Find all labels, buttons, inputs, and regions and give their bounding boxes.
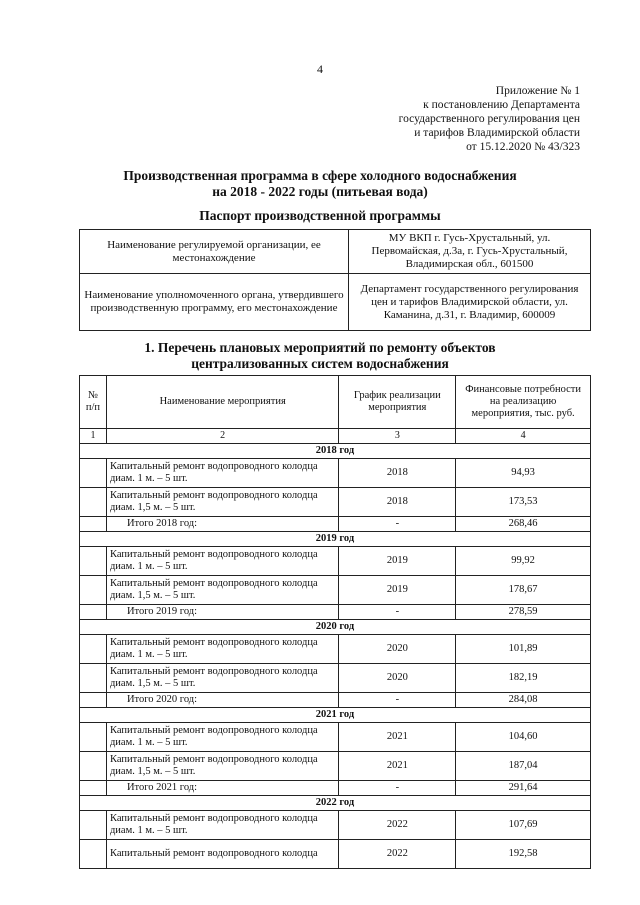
table-row	[80, 635, 591, 664]
event-cost: 182,19	[456, 664, 591, 693]
event-schedule: 2020	[339, 664, 456, 693]
event-name: Капитальный ремонт водопроводного колодца диам. 1 м. – 5 шт.	[106, 547, 338, 576]
event-cost: 104,60	[456, 723, 591, 752]
table-row	[80, 752, 591, 781]
year-row	[80, 796, 591, 811]
table-number-row	[80, 429, 591, 444]
appendix-line: от 15.12.2020 № 43/323	[466, 141, 580, 153]
total-label: Итого 2020 год:	[106, 693, 338, 708]
year-row	[80, 620, 591, 635]
title-line: Производственная программа в сфере холодного водоснабжения	[123, 168, 517, 183]
header-schedule: График реализации мероприятия	[339, 376, 456, 429]
event-cost: 101,89	[456, 635, 591, 664]
event-cost: 99,92	[456, 547, 591, 576]
appendix-line: государственного регулирования цен	[398, 113, 580, 125]
passport-row	[80, 230, 591, 274]
row-number	[80, 840, 107, 869]
title-line: на 2018 - 2022 годы (питьевая вода)	[212, 184, 428, 199]
year-label: 2019 год	[80, 532, 591, 547]
passport-row	[80, 274, 591, 331]
event-name: Капитальный ремонт водопроводного колодца диам. 1 м. – 5 шт.	[106, 811, 338, 840]
total-cost: 291,64	[456, 781, 591, 796]
year-label: 2020 год	[80, 620, 591, 635]
year-label: 2022 год	[80, 796, 591, 811]
year-row	[80, 708, 591, 723]
event-name: Капитальный ремонт водопроводного колодца диам. 1 м. – 5 шт.	[106, 459, 338, 488]
total-row	[80, 605, 591, 620]
year-label: 2018 год	[80, 444, 591, 459]
table-row	[80, 576, 591, 605]
row-number	[80, 576, 107, 605]
row-number	[80, 693, 107, 708]
event-schedule: 2021	[339, 752, 456, 781]
row-number	[80, 517, 107, 532]
total-schedule: -	[339, 693, 456, 708]
event-name: Капитальный ремонт водопроводного колодца диам. 1,5 м. – 5 шт.	[106, 752, 338, 781]
passport-title: Паспорт производственной программы	[199, 208, 441, 223]
row-number	[80, 664, 107, 693]
event-cost: 192,58	[456, 840, 591, 869]
row-number	[80, 811, 107, 840]
column-number: 4	[456, 429, 591, 444]
column-number: 3	[339, 429, 456, 444]
row-number	[80, 459, 107, 488]
event-name: Капитальный ремонт водопроводного колодца диам. 1 м. – 5 шт.	[106, 635, 338, 664]
passport-label: Наименование регулируемой организации, ее местонахождение	[80, 230, 349, 274]
event-name: Капитальный ремонт водопроводного колодца диам. 1,5 м. – 5 шт.	[106, 664, 338, 693]
year-row	[80, 532, 591, 547]
event-cost: 178,67	[456, 576, 591, 605]
column-number: 2	[106, 429, 338, 444]
event-cost: 107,69	[456, 811, 591, 840]
passport-label: Наименование уполномоченного органа, утвердившего производственную программу, его местонахождение	[80, 274, 349, 331]
appendix-line: Приложение № 1	[495, 85, 580, 97]
table-row	[80, 459, 591, 488]
event-schedule: 2018	[339, 459, 456, 488]
total-schedule: -	[339, 517, 456, 532]
total-schedule: -	[339, 781, 456, 796]
passport-table	[79, 229, 591, 331]
total-label: Итого 2021 год:	[106, 781, 338, 796]
table-row	[80, 488, 591, 517]
total-cost: 278,59	[456, 605, 591, 620]
event-cost: 173,53	[456, 488, 591, 517]
header-name: Наименование мероприятия	[106, 376, 338, 429]
appendix-line: к постановлению Департамента	[423, 99, 580, 111]
table-header-row	[80, 376, 591, 429]
event-name: Капитальный ремонт водопроводного колодца	[106, 840, 338, 869]
total-row	[80, 693, 591, 708]
header-cost: Финансовые потребности на реализацию мероприятия, тыс. руб.	[456, 376, 591, 429]
table-row	[80, 664, 591, 693]
event-cost: 187,04	[456, 752, 591, 781]
row-number	[80, 488, 107, 517]
section-title-line: 1. Перечень плановых мероприятий по ремонту объектов	[144, 340, 496, 355]
event-cost: 94,93	[456, 459, 591, 488]
section-title	[0, 340, 640, 372]
row-number	[80, 547, 107, 576]
page-number: 4	[317, 62, 323, 76]
row-number	[80, 723, 107, 752]
events-table	[79, 375, 591, 869]
event-name: Капитальный ремонт водопроводного колодца диам. 1,5 м. – 5 шт.	[106, 488, 338, 517]
year-row	[80, 444, 591, 459]
total-label: Итого 2019 год:	[106, 605, 338, 620]
passport-value: МУ ВКП г. Гусь-Хрустальный, ул. Первомайская, д.3а, г. Гусь-Хрустальный, Владимирская обл., 601500	[349, 230, 591, 274]
total-label: Итого 2018 год:	[106, 517, 338, 532]
document-title	[0, 168, 640, 200]
table-row	[80, 723, 591, 752]
total-schedule: -	[339, 605, 456, 620]
table-row	[80, 840, 591, 869]
event-name: Капитальный ремонт водопроводного колодца диам. 1,5 м. – 5 шт.	[106, 576, 338, 605]
year-label: 2021 год	[80, 708, 591, 723]
passport-value: Департамент государственного регулирования цен и тарифов Владимирской области, ул. Каманина, д.31, г. Владимир, 600009	[349, 274, 591, 331]
total-cost: 268,46	[456, 517, 591, 532]
total-cost: 284,08	[456, 693, 591, 708]
appendix-line: и тарифов Владимирской области	[414, 127, 580, 139]
event-schedule: 2019	[339, 576, 456, 605]
event-schedule: 2022	[339, 840, 456, 869]
total-row	[80, 517, 591, 532]
section-title-line: централизованных систем водоснабжения	[191, 356, 449, 371]
header-number: № п/п	[80, 376, 107, 429]
total-row	[80, 781, 591, 796]
event-schedule: 2019	[339, 547, 456, 576]
event-name: Капитальный ремонт водопроводного колодца диам. 1 м. – 5 шт.	[106, 723, 338, 752]
row-number	[80, 752, 107, 781]
event-schedule: 2021	[339, 723, 456, 752]
row-number	[80, 635, 107, 664]
event-schedule: 2020	[339, 635, 456, 664]
table-row	[80, 547, 591, 576]
appendix-block	[399, 84, 580, 154]
row-number	[80, 781, 107, 796]
event-schedule: 2018	[339, 488, 456, 517]
column-number: 1	[80, 429, 107, 444]
event-schedule: 2022	[339, 811, 456, 840]
table-row	[80, 811, 591, 840]
row-number	[80, 605, 107, 620]
